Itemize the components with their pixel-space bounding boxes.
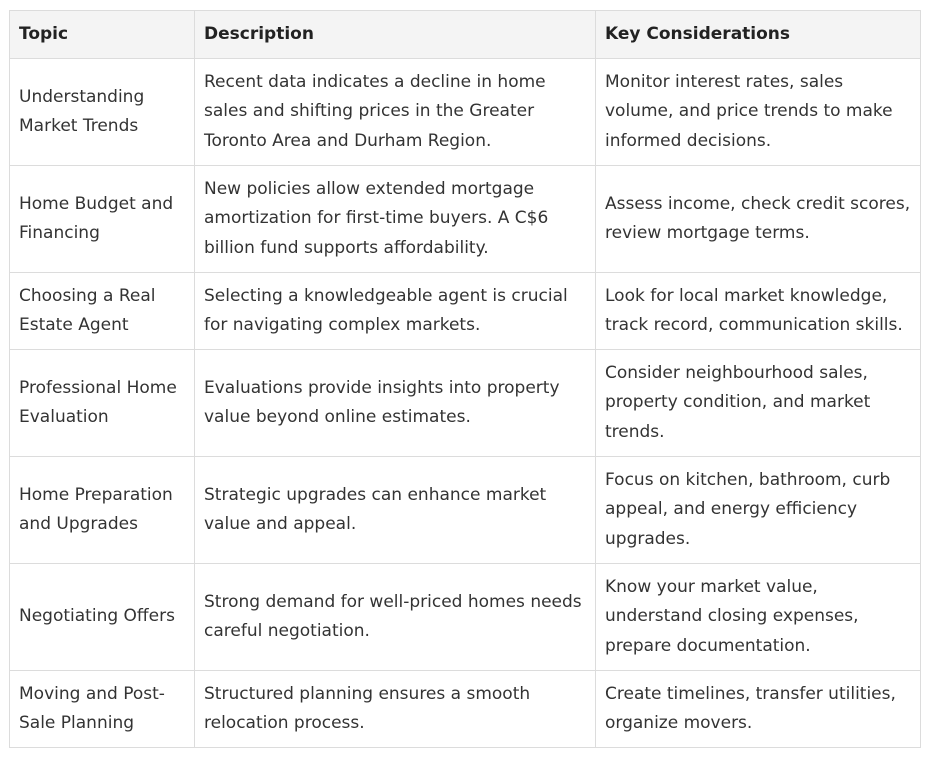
header-topic: Topic (10, 11, 195, 59)
table-row (10, 457, 921, 564)
table-row (10, 671, 921, 748)
header-key-considerations: Key Considerations (596, 11, 921, 59)
table-row (10, 564, 921, 671)
cell-description: New policies allow extended mortgage amortization for first-time buyers. A C$6 billion fund supports affordability. (195, 166, 596, 273)
cell-topic: Home Preparation and Upgrades (10, 457, 195, 564)
table-header-row (10, 11, 921, 59)
cell-topic: Moving and Post-Sale Planning (10, 671, 195, 748)
cell-topic: Professional Home Evaluation (10, 350, 195, 457)
cell-considerations: Look for local market knowledge, track record, communication skills. (596, 273, 921, 350)
cell-description: Evaluations provide insights into property value beyond online estimates. (195, 350, 596, 457)
cell-considerations: Assess income, check credit scores, review mortgage terms. (596, 166, 921, 273)
cell-considerations: Know your market value, understand closing expenses, prepare documentation. (596, 564, 921, 671)
cell-considerations: Consider neighbourhood sales, property condition, and market trends. (596, 350, 921, 457)
cell-considerations: Create timelines, transfer utilities, organize movers. (596, 671, 921, 748)
table-row (10, 59, 921, 166)
cell-topic: Choosing a Real Estate Agent (10, 273, 195, 350)
cell-description: Strategic upgrades can enhance market value and appeal. (195, 457, 596, 564)
cell-considerations: Focus on kitchen, bathroom, curb appeal, and energy efficiency upgrades. (596, 457, 921, 564)
table-row (10, 350, 921, 457)
cell-description: Strong demand for well-priced homes needs careful negotiation. (195, 564, 596, 671)
cell-considerations: Monitor interest rates, sales volume, and price trends to make informed decisions. (596, 59, 921, 166)
cell-description: Selecting a knowledgeable agent is crucial for navigating complex markets. (195, 273, 596, 350)
cell-topic: Negotiating Offers (10, 564, 195, 671)
header-description: Description (195, 11, 596, 59)
cell-description: Structured planning ensures a smooth relocation process. (195, 671, 596, 748)
cell-topic: Home Budget and Financing (10, 166, 195, 273)
cell-topic: Understanding Market Trends (10, 59, 195, 166)
cell-description: Recent data indicates a decline in home sales and shifting prices in the Greater Toronto Area and Durham Region. (195, 59, 596, 166)
data-table-container (9, 10, 920, 748)
table-row (10, 273, 921, 350)
data-table (9, 10, 921, 748)
table-row (10, 166, 921, 273)
